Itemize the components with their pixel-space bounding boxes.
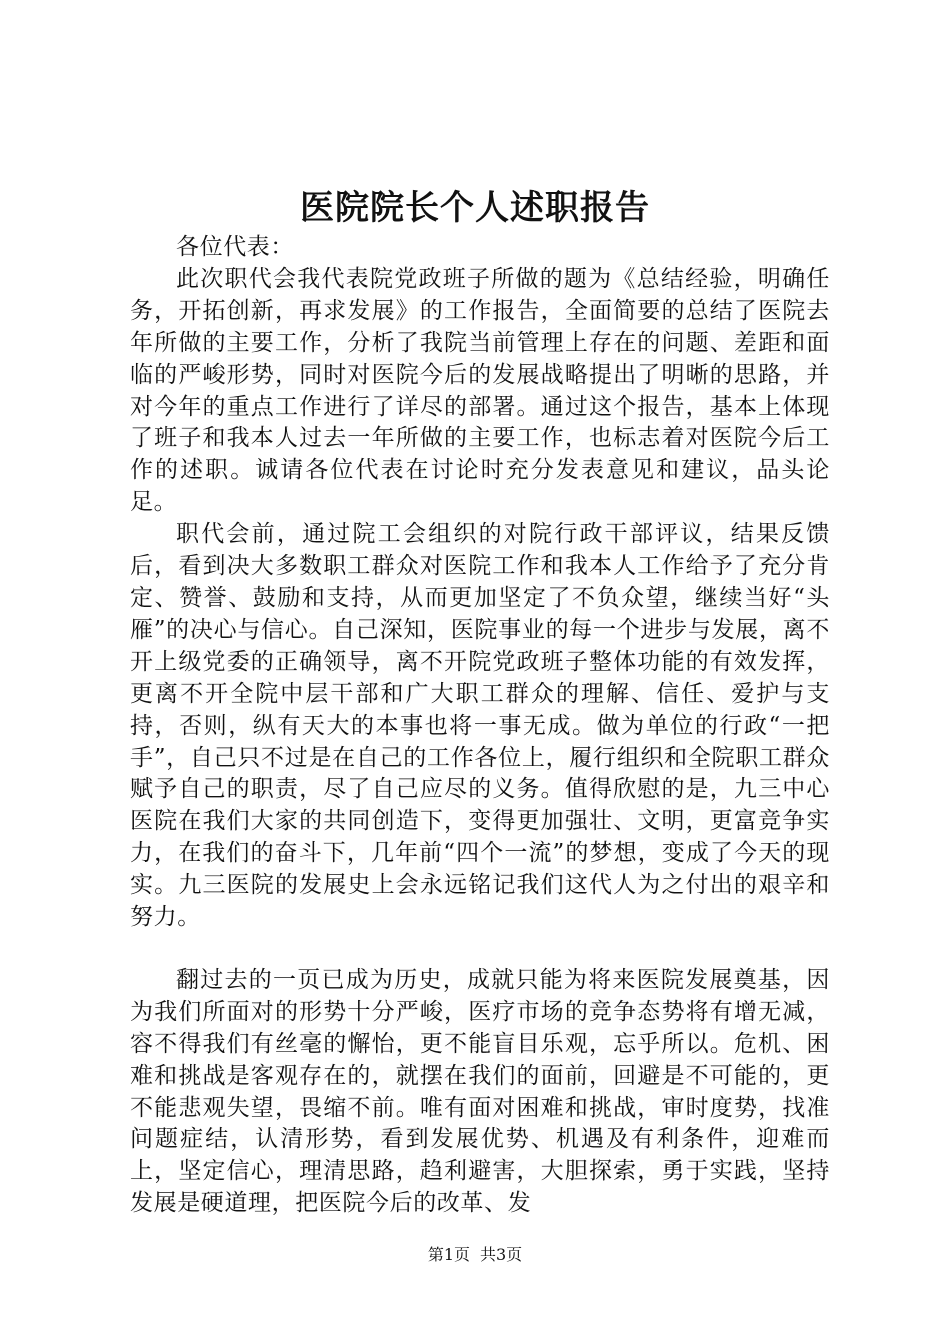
- document-title: 医院院长个人述职报告: [300, 188, 650, 228]
- paragraph-3: 翻过去的一页已成为历史，成就只能为将来医院发展奠基，因为我们所面对的形势十分严峻，医疗市场的竞争态势将有增无减，容不得我们有丝毫的懈怡，更不能盲目乐观，忘乎所以。危机、困难和挑战是客观存在的，就摆在我们的面前，回避是不可能的，更不能悲观失望，畏缩不前。唯有面对困难和挑战，审时度势，找准问题症结，认清形势，看到发展优势、机遇及有利条件，迎难而上，坚定信心，理清思路，趋利避害，大胆探索，勇于实践，坚持发展是硬道理，把医院今后的改革、发: [130, 966, 830, 1217]
- page-footer: [0, 1244, 950, 1266]
- salutation: 各位代表：: [176, 234, 294, 260]
- page-total: 共3页: [480, 1245, 523, 1264]
- document-body: [130, 232, 830, 1220]
- page-number: 第1页: [427, 1245, 470, 1264]
- paragraph-2: 职代会前，通过院工会组织的对院行政干部评议，结果反馈后，看到决大多数职工群众对医院工作和我本人工作给予了充分肯定、赞誉、鼓励和支持，从而更加坚定了不负众望，继续当好“头雁”的决心与信心。自己深知，医院事业的每一个进步与发展，离不开上级党委的正确领导，离不开院党政班子整体功能的有效发挥，更离不开全院中层干部和广大职工群众的理解、信任、爱护与支持，否则，纵有天大的本事也将一事无成。做为单位的行政“一把手”，自己只不过是在自己的工作各位上，履行组织和全院职工群众赋予自己的职责，尽了自己应尽的义务。值得欣慰的是，九三中心医院在我们大家的共同创造下，变得更加强壮、文明，更富竞争实力，在我们的奋斗下，几年前“四个一流”的梦想，变成了今天的现实。九三医院的发展史上会永远铭记我们这代人为之付出的艰辛和努力。: [130, 521, 830, 931]
- paragraph-1: 此次职代会我代表院党政班子所做的题为《总结经验，明确任务，开拓创新，再求发展》的工作报告，全面简要的总结了医院去年所做的主要工作，分析了我院当前管理上存在的问题、差距和面临的严峻形势，同时对医院今后的发展战略提出了明晰的思路，并对今年的重点工作进行了详尽的部署。通过这个报告，基本上体现了班子和我本人过去一年所做的主要工作，也标志着对医院今后工作的述职。诚请各位代表在讨论时充分发表意见和建议，品头论足。: [130, 265, 830, 516]
